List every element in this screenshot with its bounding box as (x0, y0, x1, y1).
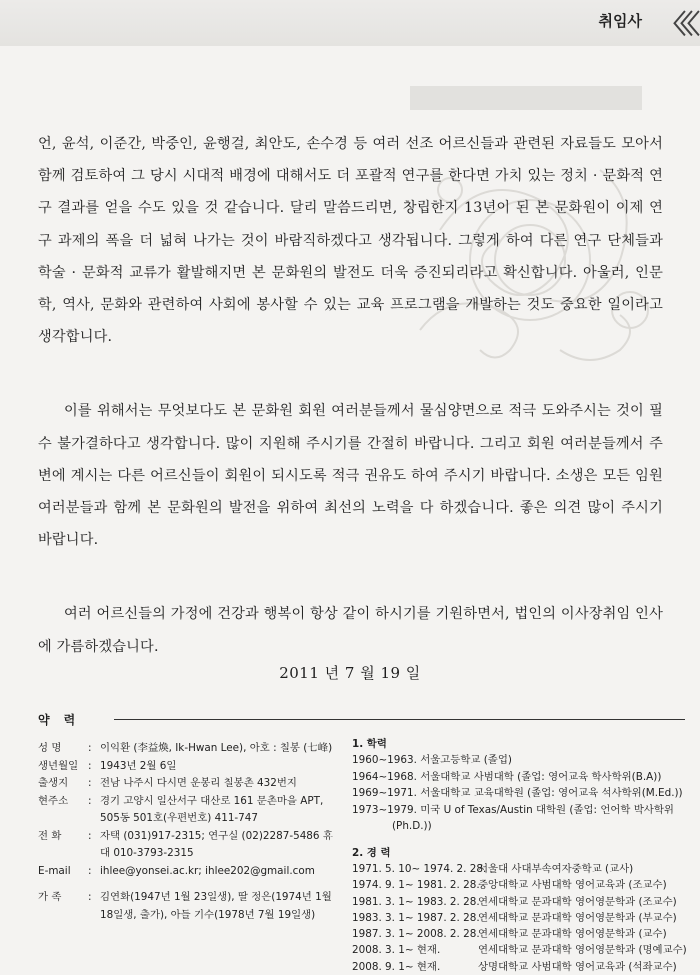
profile-value: 경기 고양시 일산서구 대산로 161 문촌마을 APT, 505동 501호(우편번호) 411-747 (100, 794, 324, 824)
education-career (352, 736, 692, 975)
career-item: 1974. 9. 1~ 1981. 2. 28. 중앙대학교 사범대학 영어교육과 (조교수) (352, 879, 667, 892)
education-item: (Ph.D.)) (392, 820, 432, 833)
education-heading: 1. 학력 (352, 738, 387, 750)
paragraph-3: 여러 어르신들의 가정에 건강과 행복이 항상 같이 하시기를 기원하면서, 법인의 이사장취임 인사에 가름하겠습니다. (38, 606, 663, 655)
profile-row: 생년월일 : 1943년 2월 6일 (38, 759, 177, 772)
section-title: 취임사 (598, 12, 642, 30)
education-item: 1960~1963. 서울고등학교 (졸업) (352, 754, 512, 766)
profile-row: 성 명 : 이익환 (李益煥, Ik-Hwan Lee), 아호 : 칠봉 (七峰) (38, 742, 333, 754)
career-item: 2008. 3. 1~ 현재. 연세대학교 문과대학 영어영문학과 (명예교수) (352, 944, 687, 957)
profile-row: 출생지 : 전남 나주시 다시면 운봉리 칠봉촌 432번지 (38, 777, 297, 789)
paragraph-1: 언, 윤석, 이준간, 박중인, 윤행걸, 최안도, 손수경 등 여러 선조 어르신들과 관련된 자료들도 모아서 함께 검토하여 그 당시 시대적 배경에 대해서도 더 포괄적 연구를 한다면 가치 있는 정치 · 문화적 연구 결과를 얻을 수도 있을 것 같습니다. 달리 말씀드리면, 창립한지 13년이 된 본 문화원이 이제 연구 과제의 폭을 더 넓혀 나가는 것이 바람직하겠다고 생각됩니다. 그렇게 하여 다른 연구 단체들과 학술 · 문화적 교류가 활발해지면 본 문화원의 발전도 더욱 증진되리라고 확신합니다. 아울러, 인문학, 역사, 문화와 관련하여 사회에 봉사할 수 있는 교육 프로그램을 개발하는 것도 중요한 일이라고 생각합니다. (38, 136, 663, 346)
chevrons-icon: 〈〈〈 (659, 10, 694, 40)
profile-heading: 약력 (38, 713, 90, 727)
profile-row: 전 화 : 자택 (031)917-2315; 연구실 (02)2287-5486 휴대 010-3793-2315 (38, 829, 333, 859)
profile-value: 자택 (031)917-2315; 연구실 (02)2287-5486 휴대 010-3793-2315 (100, 829, 333, 859)
profile-value: 이익환 (李益煥, Ik-Hwan Lee), 아호 : 칠봉 (七峰) (100, 742, 333, 754)
profile-heading-row (38, 711, 685, 727)
divider (114, 719, 685, 720)
profile-row: 현주소 : 경기 고양시 일산서구 대산로 161 문촌마을 APT, 505동 501호(우편번호) 411-747 (38, 794, 324, 824)
email-value: ihlee@yonsei.ac.kr; ihlee202@gmail.com (100, 864, 315, 877)
career-item: 2008. 9. 1~ 현재. 상명대학교 사범대학 영어교육과 (석좌교수) (352, 960, 677, 973)
profile-details (38, 740, 338, 924)
education-item: 1973~1979. 미국 U of Texas/Austin 대학원 (졸업: 언어학 박사학위 (352, 803, 674, 816)
profile-value: 전남 나주시 다시면 운봉리 칠봉촌 432번지 (100, 777, 297, 789)
career-item: 1971. 5. 10~ 1974. 2. 28. 서울대 사대부속여자중학교 (교사) (352, 862, 634, 875)
career-item: 1983. 3. 1~ 1987. 2. 28. 연세대학교 문과대학 영어영문학과 (부교수) (352, 911, 677, 924)
education-item: 1969~1971. 서울대학교 교육대학원 (졸업: 영어교육 석사학위(M.Ed.)) (352, 787, 683, 800)
career-heading: 2. 경 력 (352, 846, 391, 859)
profile-value: 김연화(1947년 1월 23일생), 딸 정은(1974년 1월 18일생, 출가), 아들 기수(1978년 7월 19일생) (100, 891, 332, 921)
education-item: 1964~1968. 서울대학교 사범대학 (졸업: 영어교육 학사학위(B.A)) (352, 770, 662, 783)
header-bar (0, 0, 700, 46)
career-item: 1981. 3. 1~ 1983. 2. 28. 연세대학교 문과대학 영어영문학과 (조교수) (352, 895, 677, 908)
profile-value: 1943년 2월 6일 (100, 759, 177, 772)
faded-background-label (410, 86, 642, 110)
article-body (38, 128, 663, 663)
profile-row: E-mail : ihlee@yonsei.ac.kr; ihlee202@gmail.com (38, 864, 315, 877)
paragraph-2: 이를 위해서는 무엇보다도 본 문화원 회원 여러분들께서 물심양면으로 적극 도와주시는 것이 필수 불가결하다고 생각합니다. 많이 지원해 주시기를 간절히 바랍니다. 그리고 회원 여러분들께서 주변에 계시는 다른 어르신들이 회원이 되시도록 적극 권유도 하여 주시기 바랍니다. 소생은 모든 임원 여러분들과 함께 본 문화원의 발전을 위하여 최선의 노력을 다 하겠습니다. 좋은 의견 많이 주시기 바랍니다. (38, 403, 663, 549)
profile-row: 가 족 : 김연화(1947년 1월 23일생), 딸 정은(1974년 1월 18일생, 출가), 아들 기수(1978년 7월 19일생) (38, 891, 332, 921)
career-item: 1987. 3. 1~ 2008. 2. 28. 연세대학교 문과대학 영어영문학과 (교수) (352, 928, 667, 941)
date-line: 2011 년 7 월 19 일 (279, 664, 421, 682)
